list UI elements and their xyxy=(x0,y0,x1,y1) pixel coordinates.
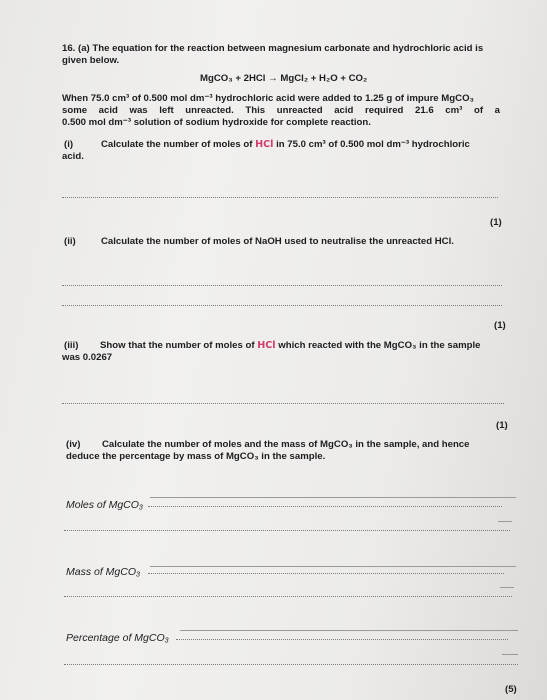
answer-line-iii[interactable] xyxy=(62,403,504,404)
percentage-extra-line[interactable] xyxy=(64,664,518,665)
moles-answer-line[interactable] xyxy=(150,497,516,498)
part-iii-question-cont: was 0.0267 xyxy=(62,352,113,363)
part-iii-question: Show that the number of moles of HCl which reacted with the MgCO₃ in the sample xyxy=(100,340,481,351)
question-heading: 16. (a) The equation for the reaction between magnesium carbonate and hydrochloric acid is xyxy=(62,43,484,54)
part-i-marks: (1) xyxy=(490,217,502,228)
mass-extra-solid xyxy=(500,587,514,588)
answer-line-ii-2[interactable] xyxy=(62,305,502,306)
part-ii-marks: (1) xyxy=(494,320,506,331)
part-ii-number: (ii) xyxy=(64,236,76,247)
question-heading-cont: given below. xyxy=(62,55,120,66)
percentage-label: Percentage of MgCO₃ xyxy=(66,632,169,644)
part-i-number: (i) xyxy=(64,139,74,150)
part-iii-number: (iii) xyxy=(64,340,79,351)
percentage-answer-line[interactable] xyxy=(180,630,518,631)
handwritten-hcl: HCl xyxy=(257,340,276,351)
part-iv-question-cont: deduce the percentage by mass of MgCO₃ in the sample. xyxy=(66,451,326,462)
intro-line-3: 0.500 mol dm⁻³ solution of sodium hydroxide for complete reaction. xyxy=(62,117,371,128)
moles-extra-solid xyxy=(498,521,512,522)
mass-answer-dots[interactable] xyxy=(148,573,504,574)
moles-label: Moles of MgCO₃ xyxy=(66,499,144,511)
percentage-answer-dots[interactable] xyxy=(176,639,508,640)
part-i-question: Calculate the number of moles of HCl in 75.0 cm³ of 0.500 mol dm⁻³ hydrochloric xyxy=(101,139,470,150)
reaction-equation: MgCO₃ + 2HCl → MgCl₂ + H₂O + CO₂ xyxy=(200,73,368,84)
percentage-extra-solid xyxy=(502,654,518,655)
moles-extra-line[interactable] xyxy=(64,530,510,531)
moles-answer-dots[interactable] xyxy=(148,506,502,507)
part-ii-question: Calculate the number of moles of NaOH used to neutralise the unreacted HCl. xyxy=(101,236,454,247)
part-iii-marks: (1) xyxy=(496,420,508,431)
answer-line-i[interactable] xyxy=(62,197,498,198)
intro-line-1: When 75.0 cm³ of 0.500 mol dm⁻³ hydrochloric acid were added to 1.25 g of impure MgCO₃ xyxy=(62,93,474,104)
mass-label: Mass of MgCO₃ xyxy=(66,566,141,578)
mass-answer-line[interactable] xyxy=(150,566,516,567)
part-iv-number: (iv) xyxy=(66,439,81,450)
part-iv-question: Calculate the number of moles and the mass of MgCO₃ in the sample, and hence xyxy=(102,439,470,450)
part-i-question-cont: acid. xyxy=(62,151,84,162)
handwritten-hcl: HCl xyxy=(255,139,274,150)
mass-extra-line[interactable] xyxy=(64,596,512,597)
part-iv-marks: (5) xyxy=(505,684,517,695)
intro-line-2: some acid was left unreacted. This unreacted acid required 21.6 cm³ of a xyxy=(62,105,500,116)
answer-line-ii-1[interactable] xyxy=(62,285,502,286)
